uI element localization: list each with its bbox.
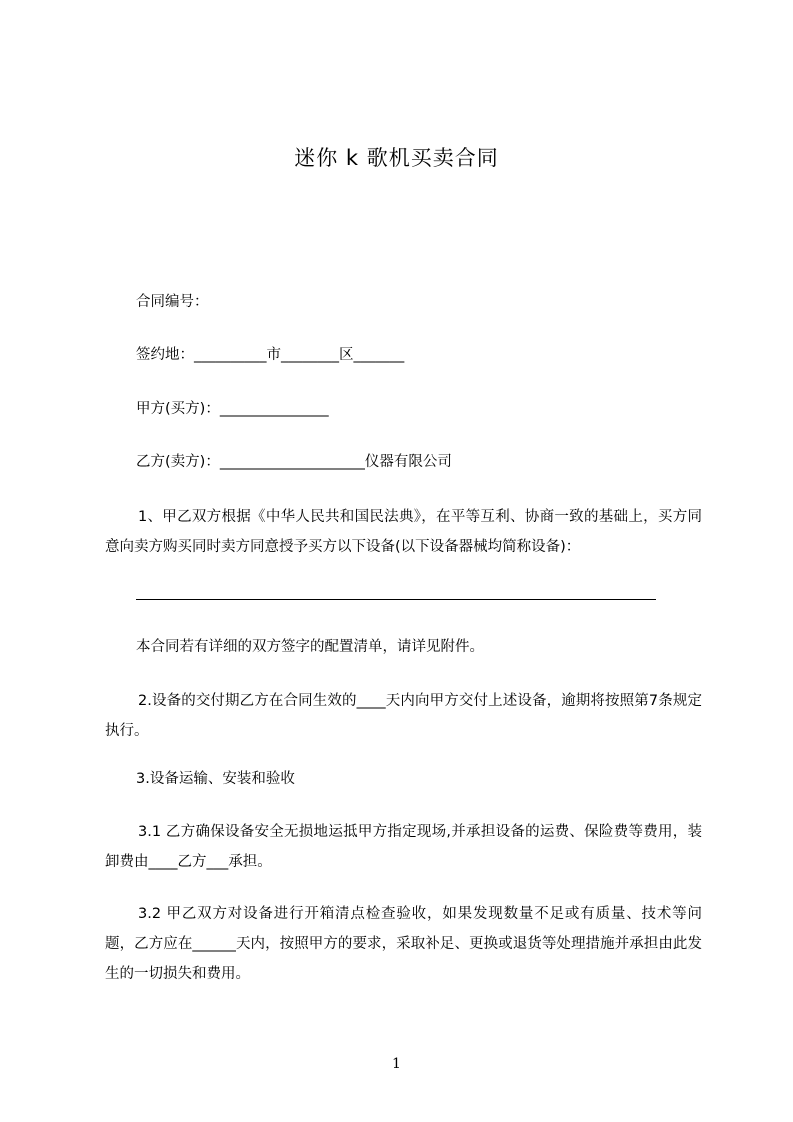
contract-title: 迷你 k 歌机买卖合同 [294, 146, 499, 170]
contract-number-label: 合同编号： [136, 294, 209, 310]
clause-3-heading: 3.设备运输、安装和验收 [136, 771, 295, 787]
clause-3-2-paragraph: 3.2 甲乙双方对设备进行开箱清点检查验收，如果发现数量不足或有质量、技术等问题，乙方应在______天内，按照甲方的要求，采取补足、更换或退货等处理措施并承担由此发生的一切损失和费用。 [105, 906, 702, 982]
signing-place-line: 签约地：__________市________区_______ [136, 347, 405, 363]
clause-2-paragraph: 2.设备的交付期乙方在合同生效的____天内向甲方交付上述设备，逾期将按照第7条规定执行。 [105, 693, 702, 739]
party-a-line: 甲方(买方)：_______________ [136, 401, 329, 417]
appendix-note: 本合同若有详细的双方签字的配置清单，请详见附件。 [136, 639, 484, 655]
party-b-line: 乙方(卖方)：____________________仪器有限公司 [136, 454, 452, 470]
clause-1-paragraph: 1、甲乙双方根据《中华人民共和国民法典》，在平等互利、协商一致的基础上，买方同意向卖方购买同时卖方同意授予买方以下设备(以下设备器械均简称设备)： [105, 509, 702, 555]
page-number: 1 [392, 1056, 401, 1072]
equipment-blank-line [136, 599, 656, 600]
clause-3-1-paragraph: 3.1 乙方确保设备安全无损地运抵甲方指定现场,并承担设备的运费、保险费等费用，装卸费由____乙方___承担。 [105, 824, 702, 870]
